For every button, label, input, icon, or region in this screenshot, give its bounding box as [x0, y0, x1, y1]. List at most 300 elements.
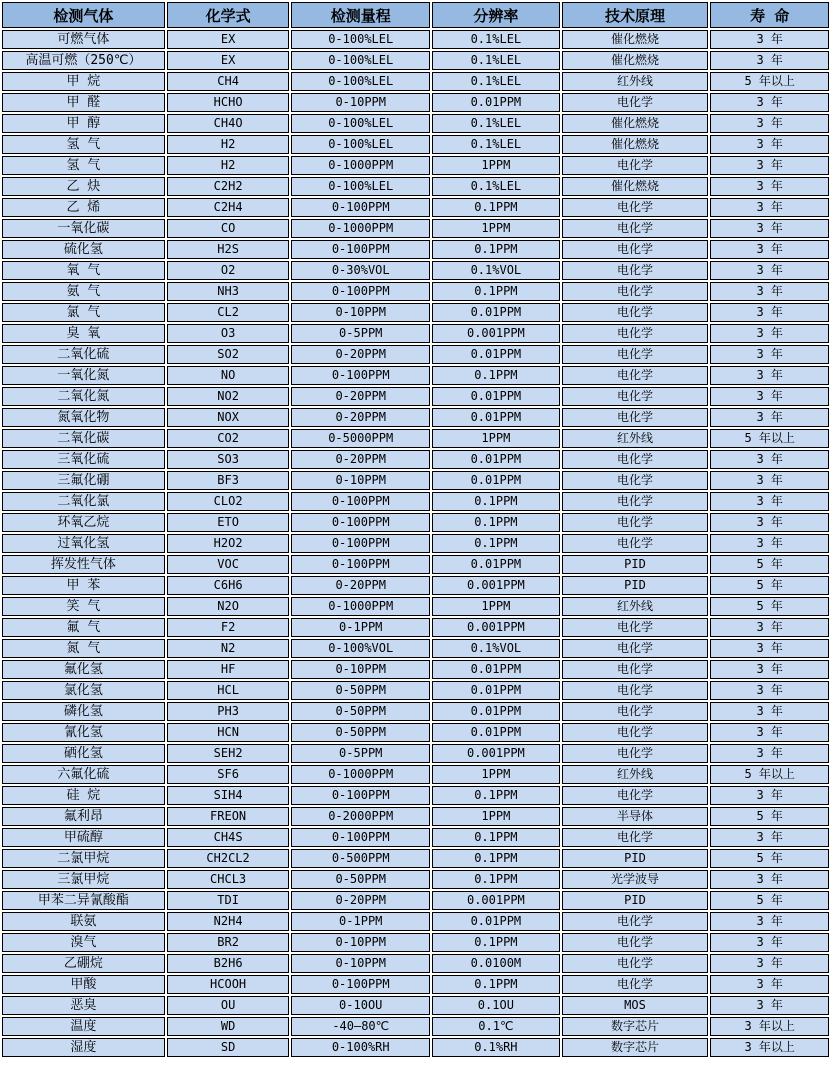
lifespan-cell: 3 年 — [710, 660, 829, 679]
principle-cell: 电化学 — [562, 156, 709, 175]
principle-cell: 红外线 — [562, 72, 709, 91]
table-row — [2, 492, 829, 511]
table-body — [2, 30, 829, 1057]
range-cell: 0-20PPM — [291, 450, 430, 469]
principle-cell: PID — [562, 849, 709, 868]
principle-cell: 电化学 — [562, 828, 709, 847]
range-cell: 0-1000PPM — [291, 597, 430, 616]
gas-name-cell: 二氧化氯 — [2, 492, 165, 511]
principle-cell: 催化燃烧 — [562, 30, 709, 49]
table-row — [2, 324, 829, 343]
range-cell: 0-50PPM — [291, 702, 430, 721]
range-cell: 0-100%LEL — [291, 72, 430, 91]
range-cell: 0-10PPM — [291, 660, 430, 679]
gas-name-cell: 高温可燃（250℃） — [2, 51, 165, 70]
gas-name-cell: 磷化氢 — [2, 702, 165, 721]
lifespan-cell: 3 年 — [710, 219, 829, 238]
lifespan-cell: 3 年 — [710, 786, 829, 805]
table-row — [2, 765, 829, 784]
lifespan-cell: 3 年 — [710, 450, 829, 469]
gas-name-cell: 三氯甲烷 — [2, 870, 165, 889]
gas-name-cell: 硫化氢 — [2, 240, 165, 259]
principle-cell: 电化学 — [562, 660, 709, 679]
resolution-cell: 0.01PPM — [432, 555, 560, 574]
range-cell: 0-20PPM — [291, 387, 430, 406]
lifespan-cell: 3 年 — [710, 744, 829, 763]
table-row — [2, 618, 829, 637]
formula-cell: CO — [167, 219, 290, 238]
principle-cell: 电化学 — [562, 366, 709, 385]
principle-cell: 电化学 — [562, 912, 709, 931]
gas-name-cell: 环氧乙烷 — [2, 513, 165, 532]
range-cell: 0-100%LEL — [291, 114, 430, 133]
principle-cell: 催化燃烧 — [562, 114, 709, 133]
gas-name-cell: 乙 炔 — [2, 177, 165, 196]
formula-cell: HF — [167, 660, 290, 679]
gas-name-cell: 挥发性气体 — [2, 555, 165, 574]
formula-cell: CHCL3 — [167, 870, 290, 889]
principle-cell: 电化学 — [562, 219, 709, 238]
range-cell: 0-50PPM — [291, 870, 430, 889]
lifespan-cell: 3 年 — [710, 492, 829, 511]
gas-name-cell: 甲酸 — [2, 975, 165, 994]
gas-name-cell: 氮 气 — [2, 639, 165, 658]
table-row — [2, 219, 829, 238]
lifespan-cell: 3 年 — [710, 240, 829, 259]
gas-name-cell: 甲 苯 — [2, 576, 165, 595]
table-row — [2, 828, 829, 847]
resolution-cell: 0.1OU — [432, 996, 560, 1015]
principle-cell: 电化学 — [562, 93, 709, 112]
range-cell: 0-100PPM — [291, 534, 430, 553]
lifespan-cell: 3 年 — [710, 345, 829, 364]
resolution-cell: 0.001PPM — [432, 744, 560, 763]
gas-name-cell: 三氟化硼 — [2, 471, 165, 490]
range-cell: 0-1000PPM — [291, 219, 430, 238]
range-cell: 0-100PPM — [291, 786, 430, 805]
formula-cell: B2H6 — [167, 954, 290, 973]
lifespan-cell: 5 年以上 — [710, 72, 829, 91]
range-cell: 0-100%RH — [291, 1038, 430, 1057]
lifespan-cell: 3 年 — [710, 135, 829, 154]
resolution-cell: 0.01PPM — [432, 303, 560, 322]
formula-cell: VOC — [167, 555, 290, 574]
formula-cell: HCHO — [167, 93, 290, 112]
lifespan-cell: 5 年 — [710, 849, 829, 868]
principle-cell: 电化学 — [562, 492, 709, 511]
formula-cell: NO2 — [167, 387, 290, 406]
gas-name-cell: 二氧化氮 — [2, 387, 165, 406]
resolution-cell: 0.01PPM — [432, 660, 560, 679]
resolution-cell: 0.0100M — [432, 954, 560, 973]
resolution-cell: 0.01PPM — [432, 345, 560, 364]
gas-name-cell: 甲 醛 — [2, 93, 165, 112]
range-cell: 0-100PPM — [291, 828, 430, 847]
lifespan-cell: 5 年 — [710, 891, 829, 910]
range-cell: 0-100PPM — [291, 492, 430, 511]
lifespan-cell: 3 年 — [710, 639, 829, 658]
gas-name-cell: 臭 氧 — [2, 324, 165, 343]
lifespan-cell: 3 年以上 — [710, 1038, 829, 1057]
gas-name-cell: 甲硫醇 — [2, 828, 165, 847]
gas-name-cell: 可燃气体 — [2, 30, 165, 49]
range-cell: 0-100%LEL — [291, 51, 430, 70]
table-row — [2, 597, 829, 616]
principle-cell: 电化学 — [562, 450, 709, 469]
lifespan-cell: 3 年 — [710, 51, 829, 70]
table-row — [2, 282, 829, 301]
range-cell: 0-30%VOL — [291, 261, 430, 280]
column-header-lifespan: 寿 命 — [710, 2, 829, 28]
resolution-cell: 0.1%LEL — [432, 72, 560, 91]
resolution-cell: 0.01PPM — [432, 723, 560, 742]
lifespan-cell: 3 年 — [710, 870, 829, 889]
formula-cell: CH4O — [167, 114, 290, 133]
formula-cell: SO2 — [167, 345, 290, 364]
formula-cell: FREON — [167, 807, 290, 826]
range-cell: 0-10OU — [291, 996, 430, 1015]
table-row — [2, 639, 829, 658]
resolution-cell: 0.1℃ — [432, 1017, 560, 1036]
formula-cell: PH3 — [167, 702, 290, 721]
formula-cell: H2 — [167, 135, 290, 154]
resolution-cell: 0.01PPM — [432, 702, 560, 721]
formula-cell: SIH4 — [167, 786, 290, 805]
lifespan-cell: 3 年以上 — [710, 1017, 829, 1036]
lifespan-cell: 3 年 — [710, 261, 829, 280]
formula-cell: SO3 — [167, 450, 290, 469]
table-row — [2, 912, 829, 931]
table-row — [2, 114, 829, 133]
table-row — [2, 387, 829, 406]
principle-cell: 电化学 — [562, 261, 709, 280]
principle-cell: PID — [562, 555, 709, 574]
table-row — [2, 534, 829, 553]
formula-cell: BR2 — [167, 933, 290, 952]
range-cell: 0-20PPM — [291, 576, 430, 595]
gas-name-cell: 氰化氢 — [2, 723, 165, 742]
range-cell: 0-100%VOL — [291, 639, 430, 658]
formula-cell: HCL — [167, 681, 290, 700]
range-cell: 0-5000PPM — [291, 429, 430, 448]
range-cell: 0-10PPM — [291, 93, 430, 112]
resolution-cell: 0.001PPM — [432, 324, 560, 343]
formula-cell: TDI — [167, 891, 290, 910]
lifespan-cell: 3 年 — [710, 534, 829, 553]
formula-cell: H2 — [167, 156, 290, 175]
lifespan-cell: 3 年 — [710, 366, 829, 385]
lifespan-cell: 5 年 — [710, 555, 829, 574]
range-cell: 0-5PPM — [291, 744, 430, 763]
range-cell: 0-100PPM — [291, 975, 430, 994]
table-row — [2, 933, 829, 952]
resolution-cell: 0.1PPM — [432, 366, 560, 385]
gas-name-cell: 硒化氢 — [2, 744, 165, 763]
gas-name-cell: 氟利昂 — [2, 807, 165, 826]
principle-cell: 电化学 — [562, 387, 709, 406]
formula-cell: SEH2 — [167, 744, 290, 763]
range-cell: 0-100PPM — [291, 513, 430, 532]
table-row — [2, 72, 829, 91]
range-cell: -40—80℃ — [291, 1017, 430, 1036]
formula-cell: N2 — [167, 639, 290, 658]
lifespan-cell: 3 年 — [710, 324, 829, 343]
table-row — [2, 744, 829, 763]
table-row — [2, 471, 829, 490]
gas-name-cell: 溴气 — [2, 933, 165, 952]
lifespan-cell: 3 年 — [710, 975, 829, 994]
gas-name-cell: 二氯甲烷 — [2, 849, 165, 868]
table-row — [2, 429, 829, 448]
lifespan-cell: 3 年 — [710, 156, 829, 175]
resolution-cell: 0.001PPM — [432, 891, 560, 910]
gas-name-cell: 三氧化硫 — [2, 450, 165, 469]
principle-cell: PID — [562, 576, 709, 595]
header-row — [2, 2, 829, 28]
principle-cell: MOS — [562, 996, 709, 1015]
lifespan-cell: 3 年 — [710, 471, 829, 490]
table-row — [2, 975, 829, 994]
gas-name-cell: 甲 烷 — [2, 72, 165, 91]
principle-cell: 电化学 — [562, 471, 709, 490]
column-header-gas: 检测气体 — [2, 2, 165, 28]
principle-cell: 红外线 — [562, 429, 709, 448]
table-row — [2, 1038, 829, 1057]
table-row — [2, 240, 829, 259]
gas-name-cell: 联氨 — [2, 912, 165, 931]
formula-cell: NO — [167, 366, 290, 385]
table-row — [2, 702, 829, 721]
principle-cell: 催化燃烧 — [562, 51, 709, 70]
range-cell: 0-500PPM — [291, 849, 430, 868]
table-row — [2, 513, 829, 532]
gas-name-cell: 氯 气 — [2, 303, 165, 322]
table-row — [2, 93, 829, 112]
gas-name-cell: 乙硼烷 — [2, 954, 165, 973]
column-header-resolution: 分辨率 — [432, 2, 560, 28]
range-cell: 0-2000PPM — [291, 807, 430, 826]
formula-cell: EX — [167, 51, 290, 70]
range-cell: 0-100PPM — [291, 555, 430, 574]
lifespan-cell: 3 年 — [710, 954, 829, 973]
resolution-cell: 0.1PPM — [432, 492, 560, 511]
gas-name-cell: 氧 气 — [2, 261, 165, 280]
table-row — [2, 996, 829, 1015]
lifespan-cell: 3 年 — [710, 702, 829, 721]
range-cell: 0-50PPM — [291, 723, 430, 742]
table-row — [2, 723, 829, 742]
formula-cell: OU — [167, 996, 290, 1015]
table-row — [2, 366, 829, 385]
range-cell: 0-100PPM — [291, 366, 430, 385]
resolution-cell: 0.01PPM — [432, 471, 560, 490]
lifespan-cell: 3 年 — [710, 93, 829, 112]
gas-name-cell: 氮氧化物 — [2, 408, 165, 427]
lifespan-cell: 5 年 — [710, 576, 829, 595]
lifespan-cell: 3 年 — [710, 618, 829, 637]
gas-name-cell: 过氧化氢 — [2, 534, 165, 553]
lifespan-cell: 5 年 — [710, 597, 829, 616]
table-row — [2, 807, 829, 826]
table-row — [2, 660, 829, 679]
formula-cell: HCOOH — [167, 975, 290, 994]
formula-cell: ETO — [167, 513, 290, 532]
gas-name-cell: 温度 — [2, 1017, 165, 1036]
lifespan-cell: 3 年 — [710, 408, 829, 427]
resolution-cell: 1PPM — [432, 429, 560, 448]
table-row — [2, 408, 829, 427]
resolution-cell: 0.1PPM — [432, 786, 560, 805]
resolution-cell: 0.1PPM — [432, 975, 560, 994]
resolution-cell: 0.01PPM — [432, 681, 560, 700]
range-cell: 0-20PPM — [291, 345, 430, 364]
table-row — [2, 1017, 829, 1036]
range-cell: 0-1000PPM — [291, 765, 430, 784]
resolution-cell: 0.1PPM — [432, 849, 560, 868]
lifespan-cell: 5 年以上 — [710, 765, 829, 784]
resolution-cell: 0.01PPM — [432, 93, 560, 112]
resolution-cell: 1PPM — [432, 807, 560, 826]
gas-name-cell: 恶臭 — [2, 996, 165, 1015]
formula-cell: N2H4 — [167, 912, 290, 931]
principle-cell: 电化学 — [562, 408, 709, 427]
resolution-cell: 0.1%LEL — [432, 51, 560, 70]
lifespan-cell: 3 年 — [710, 303, 829, 322]
range-cell: 0-20PPM — [291, 891, 430, 910]
formula-cell: BF3 — [167, 471, 290, 490]
principle-cell: 电化学 — [562, 198, 709, 217]
formula-cell: NH3 — [167, 282, 290, 301]
lifespan-cell: 5 年 — [710, 807, 829, 826]
range-cell: 0-10PPM — [291, 303, 430, 322]
principle-cell: 半导体 — [562, 807, 709, 826]
resolution-cell: 0.01PPM — [432, 387, 560, 406]
lifespan-cell: 3 年 — [710, 828, 829, 847]
lifespan-cell: 3 年 — [710, 282, 829, 301]
principle-cell: 电化学 — [562, 324, 709, 343]
principle-cell: 电化学 — [562, 303, 709, 322]
gas-name-cell: 二氧化硫 — [2, 345, 165, 364]
principle-cell: 电化学 — [562, 786, 709, 805]
column-header-principle: 技术原理 — [562, 2, 709, 28]
principle-cell: 电化学 — [562, 681, 709, 700]
range-cell: 0-10PPM — [291, 933, 430, 952]
principle-cell: 电化学 — [562, 702, 709, 721]
principle-cell: 电化学 — [562, 933, 709, 952]
principle-cell: 催化燃烧 — [562, 177, 709, 196]
principle-cell: PID — [562, 891, 709, 910]
range-cell: 0-5PPM — [291, 324, 430, 343]
formula-cell: CL2 — [167, 303, 290, 322]
lifespan-cell: 3 年 — [710, 387, 829, 406]
column-header-formula: 化学式 — [167, 2, 290, 28]
table-row — [2, 954, 829, 973]
table-row — [2, 450, 829, 469]
lifespan-cell: 3 年 — [710, 513, 829, 532]
lifespan-cell: 3 年 — [710, 198, 829, 217]
table-row — [2, 681, 829, 700]
lifespan-cell: 3 年 — [710, 30, 829, 49]
formula-cell: CH2CL2 — [167, 849, 290, 868]
range-cell: 0-100PPM — [291, 198, 430, 217]
resolution-cell: 1PPM — [432, 219, 560, 238]
gas-name-cell: 六氟化硫 — [2, 765, 165, 784]
gas-name-cell: 氟化氢 — [2, 660, 165, 679]
table-row — [2, 156, 829, 175]
gas-name-cell: 湿度 — [2, 1038, 165, 1057]
resolution-cell: 0.1PPM — [432, 513, 560, 532]
formula-cell: H2O2 — [167, 534, 290, 553]
table-row — [2, 576, 829, 595]
gas-name-cell: 氢 气 — [2, 135, 165, 154]
principle-cell: 红外线 — [562, 597, 709, 616]
range-cell: 0-100%LEL — [291, 135, 430, 154]
resolution-cell: 0.1PPM — [432, 282, 560, 301]
range-cell: 0-1000PPM — [291, 156, 430, 175]
principle-cell: 电化学 — [562, 744, 709, 763]
table-row — [2, 555, 829, 574]
formula-cell: CH4 — [167, 72, 290, 91]
gas-name-cell: 硅 烷 — [2, 786, 165, 805]
formula-cell: NOX — [167, 408, 290, 427]
table-row — [2, 303, 829, 322]
resolution-cell: 0.1PPM — [432, 240, 560, 259]
principle-cell: 电化学 — [562, 534, 709, 553]
formula-cell: O2 — [167, 261, 290, 280]
principle-cell: 电化学 — [562, 240, 709, 259]
range-cell: 0-1PPM — [291, 618, 430, 637]
formula-cell: EX — [167, 30, 290, 49]
formula-cell: SF6 — [167, 765, 290, 784]
formula-cell: CO2 — [167, 429, 290, 448]
gas-name-cell: 二氧化碳 — [2, 429, 165, 448]
gas-name-cell: 笑 气 — [2, 597, 165, 616]
table-row — [2, 345, 829, 364]
principle-cell: 电化学 — [562, 618, 709, 637]
gas-name-cell: 氯化氢 — [2, 681, 165, 700]
principle-cell: 电化学 — [562, 282, 709, 301]
resolution-cell: 1PPM — [432, 156, 560, 175]
resolution-cell: 0.1PPM — [432, 870, 560, 889]
table-row — [2, 870, 829, 889]
gas-name-cell: 乙 烯 — [2, 198, 165, 217]
resolution-cell: 0.1%LEL — [432, 135, 560, 154]
lifespan-cell: 3 年 — [710, 933, 829, 952]
gas-name-cell: 一氧化氮 — [2, 366, 165, 385]
principle-cell: 数字芯片 — [562, 1017, 709, 1036]
range-cell: 0-1PPM — [291, 912, 430, 931]
table-row — [2, 177, 829, 196]
table-row — [2, 30, 829, 49]
lifespan-cell: 3 年 — [710, 912, 829, 931]
resolution-cell: 1PPM — [432, 765, 560, 784]
column-header-range: 检测量程 — [291, 2, 430, 28]
table-row — [2, 261, 829, 280]
resolution-cell: 0.1%LEL — [432, 114, 560, 133]
range-cell: 0-100PPM — [291, 240, 430, 259]
resolution-cell: 0.1%LEL — [432, 30, 560, 49]
formula-cell: F2 — [167, 618, 290, 637]
range-cell: 0-20PPM — [291, 408, 430, 427]
principle-cell: 电化学 — [562, 513, 709, 532]
principle-cell: 电化学 — [562, 345, 709, 364]
resolution-cell: 0.1%LEL — [432, 177, 560, 196]
table-row — [2, 51, 829, 70]
range-cell: 0-10PPM — [291, 471, 430, 490]
resolution-cell: 0.1PPM — [432, 828, 560, 847]
formula-cell: H2S — [167, 240, 290, 259]
range-cell: 0-100PPM — [291, 282, 430, 301]
